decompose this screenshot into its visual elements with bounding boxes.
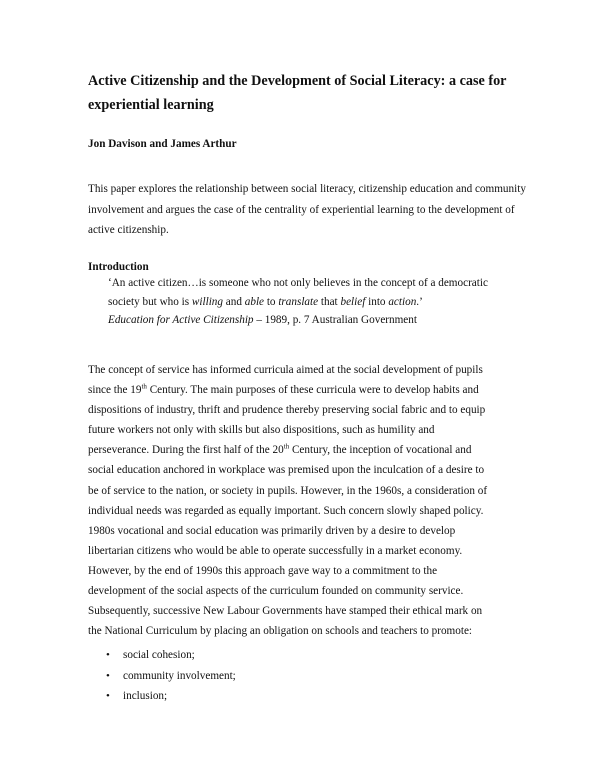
quote-emphasis: willing [191,295,223,308]
ordinal-superscript: th [283,442,290,451]
body-line: However, by the end of 1990s this approach gave way to a commitment to the [88,564,438,577]
body-line: 1980s vocational and social education was primarily driven by a desire to develop [88,524,456,537]
quote-emphasis: action [388,295,417,308]
body-line: Subsequently, successive New Labour Governments have stamped their ethical mark on [88,605,483,618]
list-item [106,666,526,687]
body-line: be of service to the nation, or society in pupils. However, in the 1960s, a consideration of [88,484,488,497]
bullet-list [106,645,526,707]
body-line: the National Curriculum by placing an obligation on schools and teachers to promote: [88,625,473,638]
bullet-icon: • [106,669,110,682]
paper-authors: Jon Davison and James Arthur [88,138,237,150]
body-paragraph [88,360,528,641]
quote-line-2 [108,293,528,312]
list-item-text: inclusion; [123,690,168,702]
body-text: Century. The main purposes of these curricula were to develop habits and [146,384,479,397]
body-line: The concept of service has informed curricula aimed at the social development of pupils [88,364,483,376]
list-item-text: community involvement; [123,669,236,682]
body-line [88,380,528,400]
quote-source-details: – 1989, p. 7 Australian Government [253,314,417,326]
body-line: individual needs was regarded as equally important. Such concern slowly shaped policy. [88,504,484,517]
quote-emphasis: translate [278,295,319,308]
quote-emphasis: able [244,295,265,308]
quote-source [108,311,528,330]
ordinal-superscript: th [141,382,147,391]
quote-text: and [223,295,245,308]
quote-text: society but who is [108,295,192,308]
body-line: future workers not only with skills but also dispositions, such as humility and [88,424,435,437]
body-line: social education anchored in workplace was premised upon the inculcation of a desire to [88,464,485,477]
body-line: development of the social aspects of the curriculum founded on community service. [88,585,464,598]
list-item-text: social cohesion; [123,649,195,661]
body-text: Century, the inception of vocational and [289,444,472,457]
quote-text: that [318,295,341,308]
body-line [88,440,528,460]
bullet-icon: • [106,690,110,702]
bullet-icon: • [106,649,110,661]
quote-text: into [365,295,389,308]
body-text: perseverance. During the first half of the 20 [88,444,284,457]
quote-text: .’ [416,295,423,308]
list-item [106,645,526,666]
abstract-paragraph: This paper explores the relationship between social literacy, citizenship education and community involvement and argues the case of the centrality of experiential learning to the development of active citizenship. [88,183,526,236]
body-line: libertarian citizens who would be able to operate successfully in a market economy. [88,544,463,557]
epigraph-quote [108,274,528,330]
body-line: dispositions of industry, thrift and prudence thereby preserving social fabric and to equip [88,404,486,417]
body-text: since the 19 [88,384,142,397]
paper-title: Active Citizenship and the Development of Social Literacy: a case for experiential learning [88,73,507,113]
quote-source-title: Education for Active Citizenship [108,314,254,326]
quote-text: to [264,295,279,308]
quote-emphasis: belief [340,295,366,308]
list-item [106,686,526,707]
quote-line-1: ‘An active citizen…is someone who not only believes in the concept of a democratic [108,277,488,289]
introduction-heading: Introduction [88,261,149,273]
